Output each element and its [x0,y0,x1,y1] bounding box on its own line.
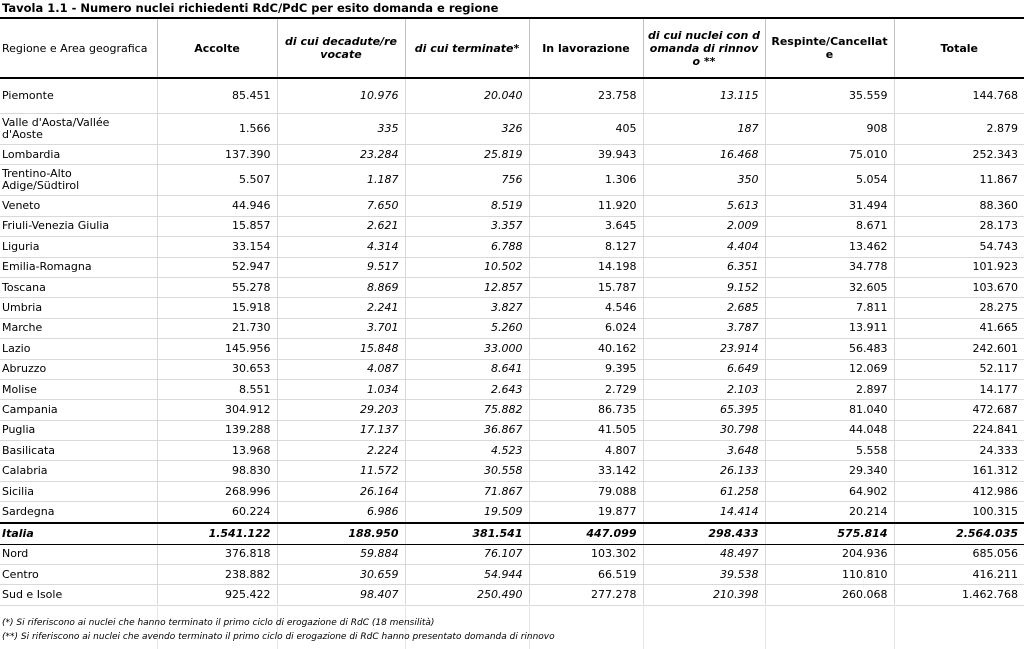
table-row [0,257,1024,277]
table-row [0,216,1024,236]
table-cell: 66.519 [529,564,643,584]
table-cell: 335 [277,114,405,145]
footnote-1: (*) Si riferiscono ai nuclei che hanno terminato il primo ciclo di erogazione di RdC (18 mensilità) [2,618,435,628]
table-cell: 11.572 [277,461,405,481]
table-cell: 144.768 [894,78,1024,114]
table-cell: 139.288 [157,420,277,440]
table-cell: 103.670 [894,277,1024,297]
row-label: Emilia-Romagna [0,257,157,277]
table-row [0,277,1024,297]
table-cell: 447.099 [529,523,643,545]
table-cell: 1.566 [157,114,277,145]
table-cell: 8.671 [765,216,894,236]
table-row [0,318,1024,338]
table-cell: 52.117 [894,359,1024,379]
total-row [0,523,1024,545]
row-label: Abruzzo [0,359,157,379]
table-cell: 36.867 [405,420,529,440]
header-totale: Totale [894,19,1024,78]
table-cell: 103.302 [529,544,643,564]
table-cell: 6.649 [643,359,765,379]
table-cell: 9.395 [529,359,643,379]
table-cell: 268.996 [157,481,277,501]
table-cell: 210.398 [643,585,765,605]
table-cell: 6.986 [277,502,405,523]
table-cell: 28.173 [894,216,1024,236]
table-cell: 35.559 [765,78,894,114]
table-cell: 34.778 [765,257,894,277]
table-row [0,502,1024,523]
table-cell: 55.278 [157,277,277,297]
table-cell: 15.787 [529,277,643,297]
row-label: Centro [0,564,157,584]
header-accolte: Accolte [157,19,277,78]
table-cell: 59.884 [277,544,405,564]
table-cell: 15.918 [157,298,277,318]
table-cell: 23.284 [277,145,405,165]
table-row [0,78,1024,114]
table-cell: 20.040 [405,78,529,114]
table-cell: 11.867 [894,165,1024,196]
table-cell: 1.187 [277,165,405,196]
table-cell: 32.605 [765,277,894,297]
table-cell: 10.502 [405,257,529,277]
table-cell: 15.857 [157,216,277,236]
table-row [0,165,1024,196]
table-cell: 33.142 [529,461,643,481]
table-cell: 23.914 [643,339,765,359]
table-cell: 13.911 [765,318,894,338]
table-row [0,114,1024,145]
row-label: Molise [0,379,157,399]
table-cell: 30.653 [157,359,277,379]
table-cell: 1.306 [529,165,643,196]
table-cell: 17.137 [277,420,405,440]
table-cell: 75.882 [405,400,529,420]
row-label: Lombardia [0,145,157,165]
table-cell: 13.462 [765,237,894,257]
row-label: Puglia [0,420,157,440]
table-cell: 4.546 [529,298,643,318]
table-cell: 81.040 [765,400,894,420]
table-cell: 3.648 [643,441,765,461]
table-cell: 98.830 [157,461,277,481]
table-cell: 2.564.035 [894,523,1024,545]
table-cell: 52.947 [157,257,277,277]
table-cell: 145.956 [157,339,277,359]
row-label: Toscana [0,277,157,297]
table-cell: 10.976 [277,78,405,114]
table-cell: 2.103 [643,379,765,399]
table-cell: 685.056 [894,544,1024,564]
table-cell: 3.701 [277,318,405,338]
table-cell: 14.177 [894,379,1024,399]
table-cell: 88.360 [894,196,1024,216]
table-cell: 14.198 [529,257,643,277]
table-cell: 381.541 [405,523,529,545]
table-cell: 14.414 [643,502,765,523]
table-cell: 242.601 [894,339,1024,359]
table-row [0,196,1024,216]
header-terminate: di cui terminate* [405,19,529,78]
table-cell: 26.164 [277,481,405,501]
table-cell: 65.395 [643,400,765,420]
table-cell: 238.882 [157,564,277,584]
table-cell: 8.869 [277,277,405,297]
table-cell: 2.879 [894,114,1024,145]
header-region: Regione e Area geografica [0,19,157,78]
table-cell: 30.798 [643,420,765,440]
table-cell: 9.152 [643,277,765,297]
table-cell: 13.115 [643,78,765,114]
table-cell: 756 [405,165,529,196]
table-cell: 9.517 [277,257,405,277]
table-row [0,420,1024,440]
header-decadute: di cui decadute/revocate [277,19,405,78]
table-cell: 25.819 [405,145,529,165]
row-label: Umbria [0,298,157,318]
table-cell: 405 [529,114,643,145]
table-cell: 12.069 [765,359,894,379]
table-cell: 12.857 [405,277,529,297]
table-cell: 41.505 [529,420,643,440]
table-cell: 100.315 [894,502,1024,523]
table-cell: 4.087 [277,359,405,379]
table-cell: 4.807 [529,441,643,461]
table-cell: 3.827 [405,298,529,318]
macro-area-row [0,585,1024,605]
table-cell: 26.133 [643,461,765,481]
table-cell: 2.643 [405,379,529,399]
table-cell: 8.127 [529,237,643,257]
table-row [0,481,1024,501]
footnote-2: (**) Si riferiscono ai nuclei che avendo terminato il primo ciclo di erogazione di RdC hanno presentato domanda di rinnovo [2,632,555,642]
header-respinte: Respinte/Cancellate [765,19,894,78]
table-cell: 188.950 [277,523,405,545]
table-cell: 29.203 [277,400,405,420]
table-cell: 98.407 [277,585,405,605]
row-label: Valle d'Aosta/Vallée d'Aoste [0,114,157,145]
table-cell: 19.509 [405,502,529,523]
table-cell: 54.743 [894,237,1024,257]
table-cell: 20.214 [765,502,894,523]
row-label: Basilicata [0,441,157,461]
row-label: Friuli-Venezia Giulia [0,216,157,236]
table-cell: 4.523 [405,441,529,461]
table-cell: 6.788 [405,237,529,257]
table-cell: 908 [765,114,894,145]
table-cell: 472.687 [894,400,1024,420]
table-cell: 56.483 [765,339,894,359]
table-cell: 41.665 [894,318,1024,338]
table-row [0,145,1024,165]
table-cell: 19.877 [529,502,643,523]
table-cell: 252.343 [894,145,1024,165]
row-label: Trentino-Alto Adige/Südtirol [0,165,157,196]
table-cell: 4.314 [277,237,405,257]
table-cell: 39.943 [529,145,643,165]
row-label: Liguria [0,237,157,257]
grid-line [643,604,644,649]
table-cell: 2.009 [643,216,765,236]
table-cell: 110.810 [765,564,894,584]
table-cell: 304.912 [157,400,277,420]
table-row [0,400,1024,420]
table-cell: 11.920 [529,196,643,216]
table-cell: 76.107 [405,544,529,564]
table-cell: 187 [643,114,765,145]
table-cell: 6.024 [529,318,643,338]
table-cell: 925.422 [157,585,277,605]
table-cell: 3.645 [529,216,643,236]
row-label: Sud e Isole [0,585,157,605]
row-label: Calabria [0,461,157,481]
table-cell: 1.462.768 [894,585,1024,605]
table-cell: 3.357 [405,216,529,236]
macro-area-row [0,544,1024,564]
row-label: Italia [0,523,157,545]
table-cell: 161.312 [894,461,1024,481]
table-cell: 30.558 [405,461,529,481]
table-title: Tavola 1.1 - Numero nuclei richiedenti RdC/PdC per esito domanda e regione [2,1,499,15]
table-cell: 28.275 [894,298,1024,318]
table-cell: 29.340 [765,461,894,481]
table-row [0,237,1024,257]
table-cell: 5.558 [765,441,894,461]
table-cell: 61.258 [643,481,765,501]
table-cell: 376.818 [157,544,277,564]
table-cell: 48.497 [643,544,765,564]
table-cell: 21.730 [157,318,277,338]
header-rinnovo: di cui nuclei con domanda di rinnovo ** [643,19,765,78]
table-row [0,441,1024,461]
table-cell: 75.010 [765,145,894,165]
table-cell: 2.621 [277,216,405,236]
header-in-lavorazione: In lavorazione [529,19,643,78]
table-cell: 2.241 [277,298,405,318]
header-row [0,19,1024,78]
table-cell: 3.787 [643,318,765,338]
table-cell: 33.000 [405,339,529,359]
table-cell: 13.968 [157,441,277,461]
table-cell: 64.902 [765,481,894,501]
table-cell: 79.088 [529,481,643,501]
table-cell: 33.154 [157,237,277,257]
table-cell: 44.048 [765,420,894,440]
table-row [0,379,1024,399]
macro-area-row [0,564,1024,584]
table-cell: 1.541.122 [157,523,277,545]
table-cell: 326 [405,114,529,145]
table-cell: 416.211 [894,564,1024,584]
table-cell: 298.433 [643,523,765,545]
table-cell: 71.867 [405,481,529,501]
table-cell: 350 [643,165,765,196]
table-cell: 5.613 [643,196,765,216]
table-row [0,461,1024,481]
table-cell: 260.068 [765,585,894,605]
table-cell: 30.659 [277,564,405,584]
table-cell: 7.811 [765,298,894,318]
table-cell: 6.351 [643,257,765,277]
table-cell: 2.897 [765,379,894,399]
table-cell: 85.451 [157,78,277,114]
table-cell: 250.490 [405,585,529,605]
table-cell: 24.333 [894,441,1024,461]
row-label: Marche [0,318,157,338]
table-cell: 2.729 [529,379,643,399]
data-table [0,19,1024,606]
row-label: Sardegna [0,502,157,523]
table-cell: 8.551 [157,379,277,399]
table-cell: 5.507 [157,165,277,196]
row-label: Sicilia [0,481,157,501]
table-cell: 44.946 [157,196,277,216]
table-cell: 1.034 [277,379,405,399]
table-cell: 86.735 [529,400,643,420]
table-cell: 7.650 [277,196,405,216]
table-cell: 8.519 [405,196,529,216]
table-cell: 4.404 [643,237,765,257]
table-row [0,359,1024,379]
row-label: Piemonte [0,78,157,114]
table-cell: 204.936 [765,544,894,564]
table-cell: 60.224 [157,502,277,523]
table-cell: 5.054 [765,165,894,196]
table-cell: 40.162 [529,339,643,359]
grid-line [894,604,895,649]
table-cell: 31.494 [765,196,894,216]
grid-line [765,604,766,649]
table-cell: 5.260 [405,318,529,338]
table-cell: 412.986 [894,481,1024,501]
table-cell: 54.944 [405,564,529,584]
table-cell: 575.814 [765,523,894,545]
table-cell: 15.848 [277,339,405,359]
footnotes [2,616,555,644]
row-label: Lazio [0,339,157,359]
row-label: Veneto [0,196,157,216]
table-cell: 101.923 [894,257,1024,277]
table-row [0,339,1024,359]
table-cell: 8.641 [405,359,529,379]
table-cell: 39.538 [643,564,765,584]
table-cell: 23.758 [529,78,643,114]
table-cell: 277.278 [529,585,643,605]
table-row [0,298,1024,318]
table-cell: 224.841 [894,420,1024,440]
table-cell: 2.685 [643,298,765,318]
table-cell: 2.224 [277,441,405,461]
row-label: Nord [0,544,157,564]
row-label: Campania [0,400,157,420]
table-cell: 137.390 [157,145,277,165]
table-cell: 16.468 [643,145,765,165]
